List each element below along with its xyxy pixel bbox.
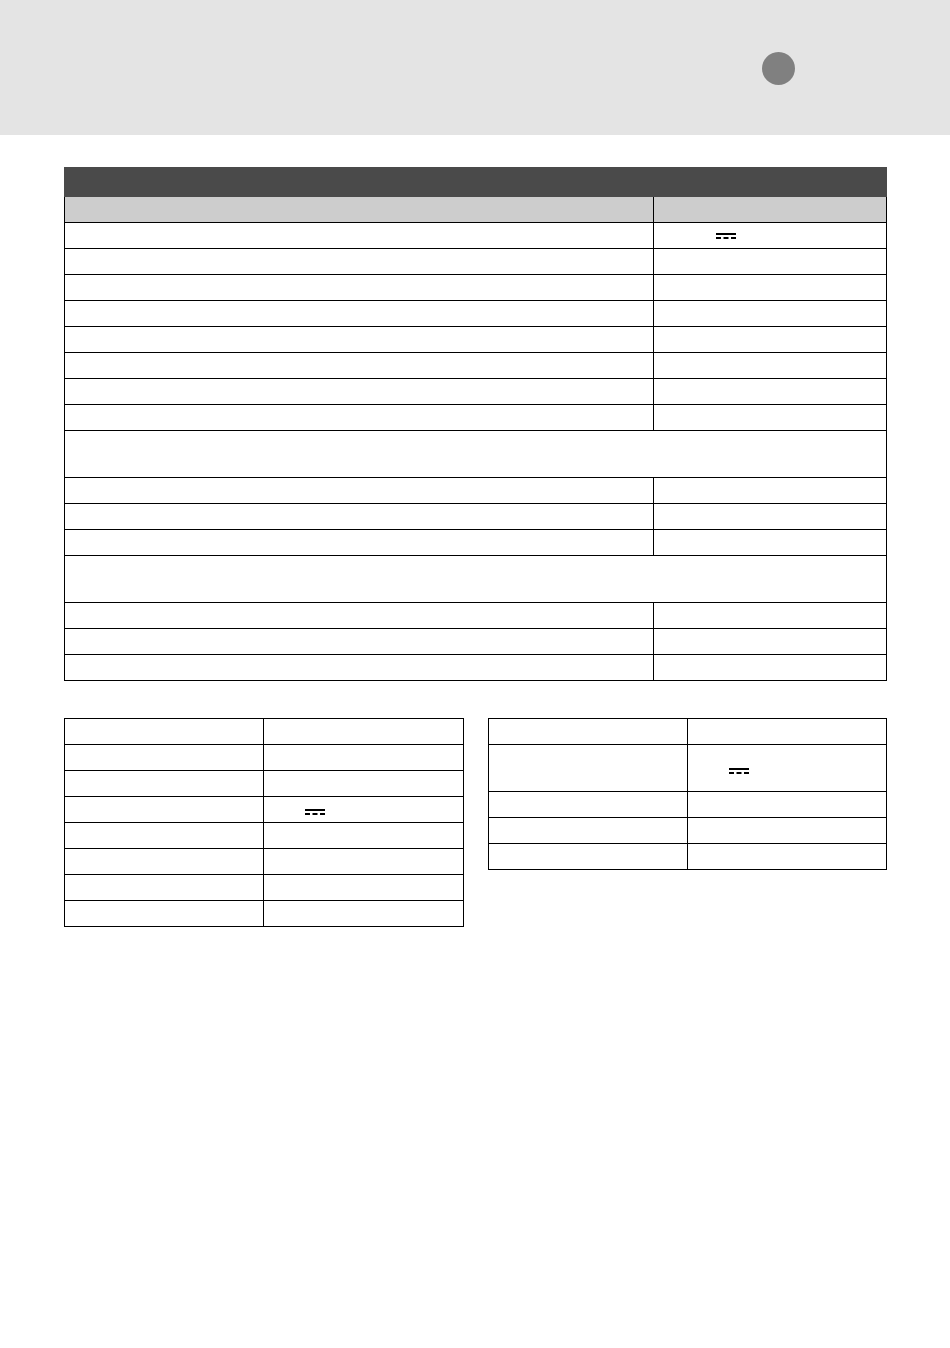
dc-symbol-icon [716,233,736,239]
table-row [65,875,464,901]
table-title-row [65,168,887,197]
row-label [65,849,264,875]
row-value [264,875,464,901]
table-row [65,655,887,681]
row-label [65,405,654,431]
table-row [65,530,887,556]
page-header-band [0,0,950,135]
row-value [688,719,887,745]
column-header-item [65,197,654,223]
table-title [65,168,887,197]
row-label [65,719,264,745]
section-header [65,431,887,478]
table-row [65,823,464,849]
row-value [654,327,887,353]
row-label [65,797,264,823]
table-row [489,818,887,844]
row-label [65,875,264,901]
page-marker-dot [762,52,795,85]
section-header [65,556,887,603]
row-label [65,379,654,405]
row-label [65,629,654,655]
row-label [489,818,688,844]
row-value [264,797,464,823]
row-label [65,655,654,681]
row-label [65,249,654,275]
table-row [489,844,887,870]
row-label [489,719,688,745]
row-value [654,301,887,327]
row-label [65,823,264,849]
section-header-row [65,556,887,603]
table-header-row [65,197,887,223]
table-row [65,603,887,629]
spec-table-main [64,167,887,681]
table-row [65,249,887,275]
table-row [65,327,887,353]
row-label [489,792,688,818]
section-header-row [65,431,887,478]
row-label [65,275,654,301]
row-value [264,771,464,797]
row-value [654,504,887,530]
row-value [654,603,887,629]
row-value [264,719,464,745]
table-row [489,792,887,818]
row-label [65,504,654,530]
row-value [688,818,887,844]
row-value [264,823,464,849]
spec-table-left [64,718,464,927]
row-value [264,745,464,771]
row-value [654,223,887,249]
table-row [65,719,464,745]
row-value [688,844,887,870]
row-value [688,792,887,818]
row-value [654,379,887,405]
spec-table-right [488,718,887,870]
row-value [654,655,887,681]
table-row [65,629,887,655]
row-label [65,327,654,353]
row-label [489,844,688,870]
row-label [65,223,654,249]
row-value [654,405,887,431]
table-row [65,275,887,301]
row-label [489,745,688,792]
table-row [65,504,887,530]
table-row [65,797,464,823]
row-label [65,353,654,379]
row-value [654,478,887,504]
row-label [65,603,654,629]
table-row [65,353,887,379]
table-row [65,478,887,504]
row-label [65,530,654,556]
table-row [65,849,464,875]
row-value [654,275,887,301]
table-row [65,301,887,327]
column-header-value [654,197,887,223]
row-label [65,901,264,927]
row-value [264,901,464,927]
row-label [65,301,654,327]
dc-symbol-icon [729,768,749,774]
dc-symbol-icon [305,809,325,815]
row-value [688,745,887,792]
table-row [65,771,464,797]
row-value [654,629,887,655]
table-row [65,745,464,771]
row-label [65,745,264,771]
table-row [489,745,887,792]
table-row [65,379,887,405]
row-label [65,478,654,504]
row-value [654,530,887,556]
table-row [489,719,887,745]
row-value [654,353,887,379]
table-row [65,901,464,927]
row-value [654,249,887,275]
table-row [65,223,887,249]
row-value [264,849,464,875]
row-label [65,771,264,797]
table-row [65,405,887,431]
